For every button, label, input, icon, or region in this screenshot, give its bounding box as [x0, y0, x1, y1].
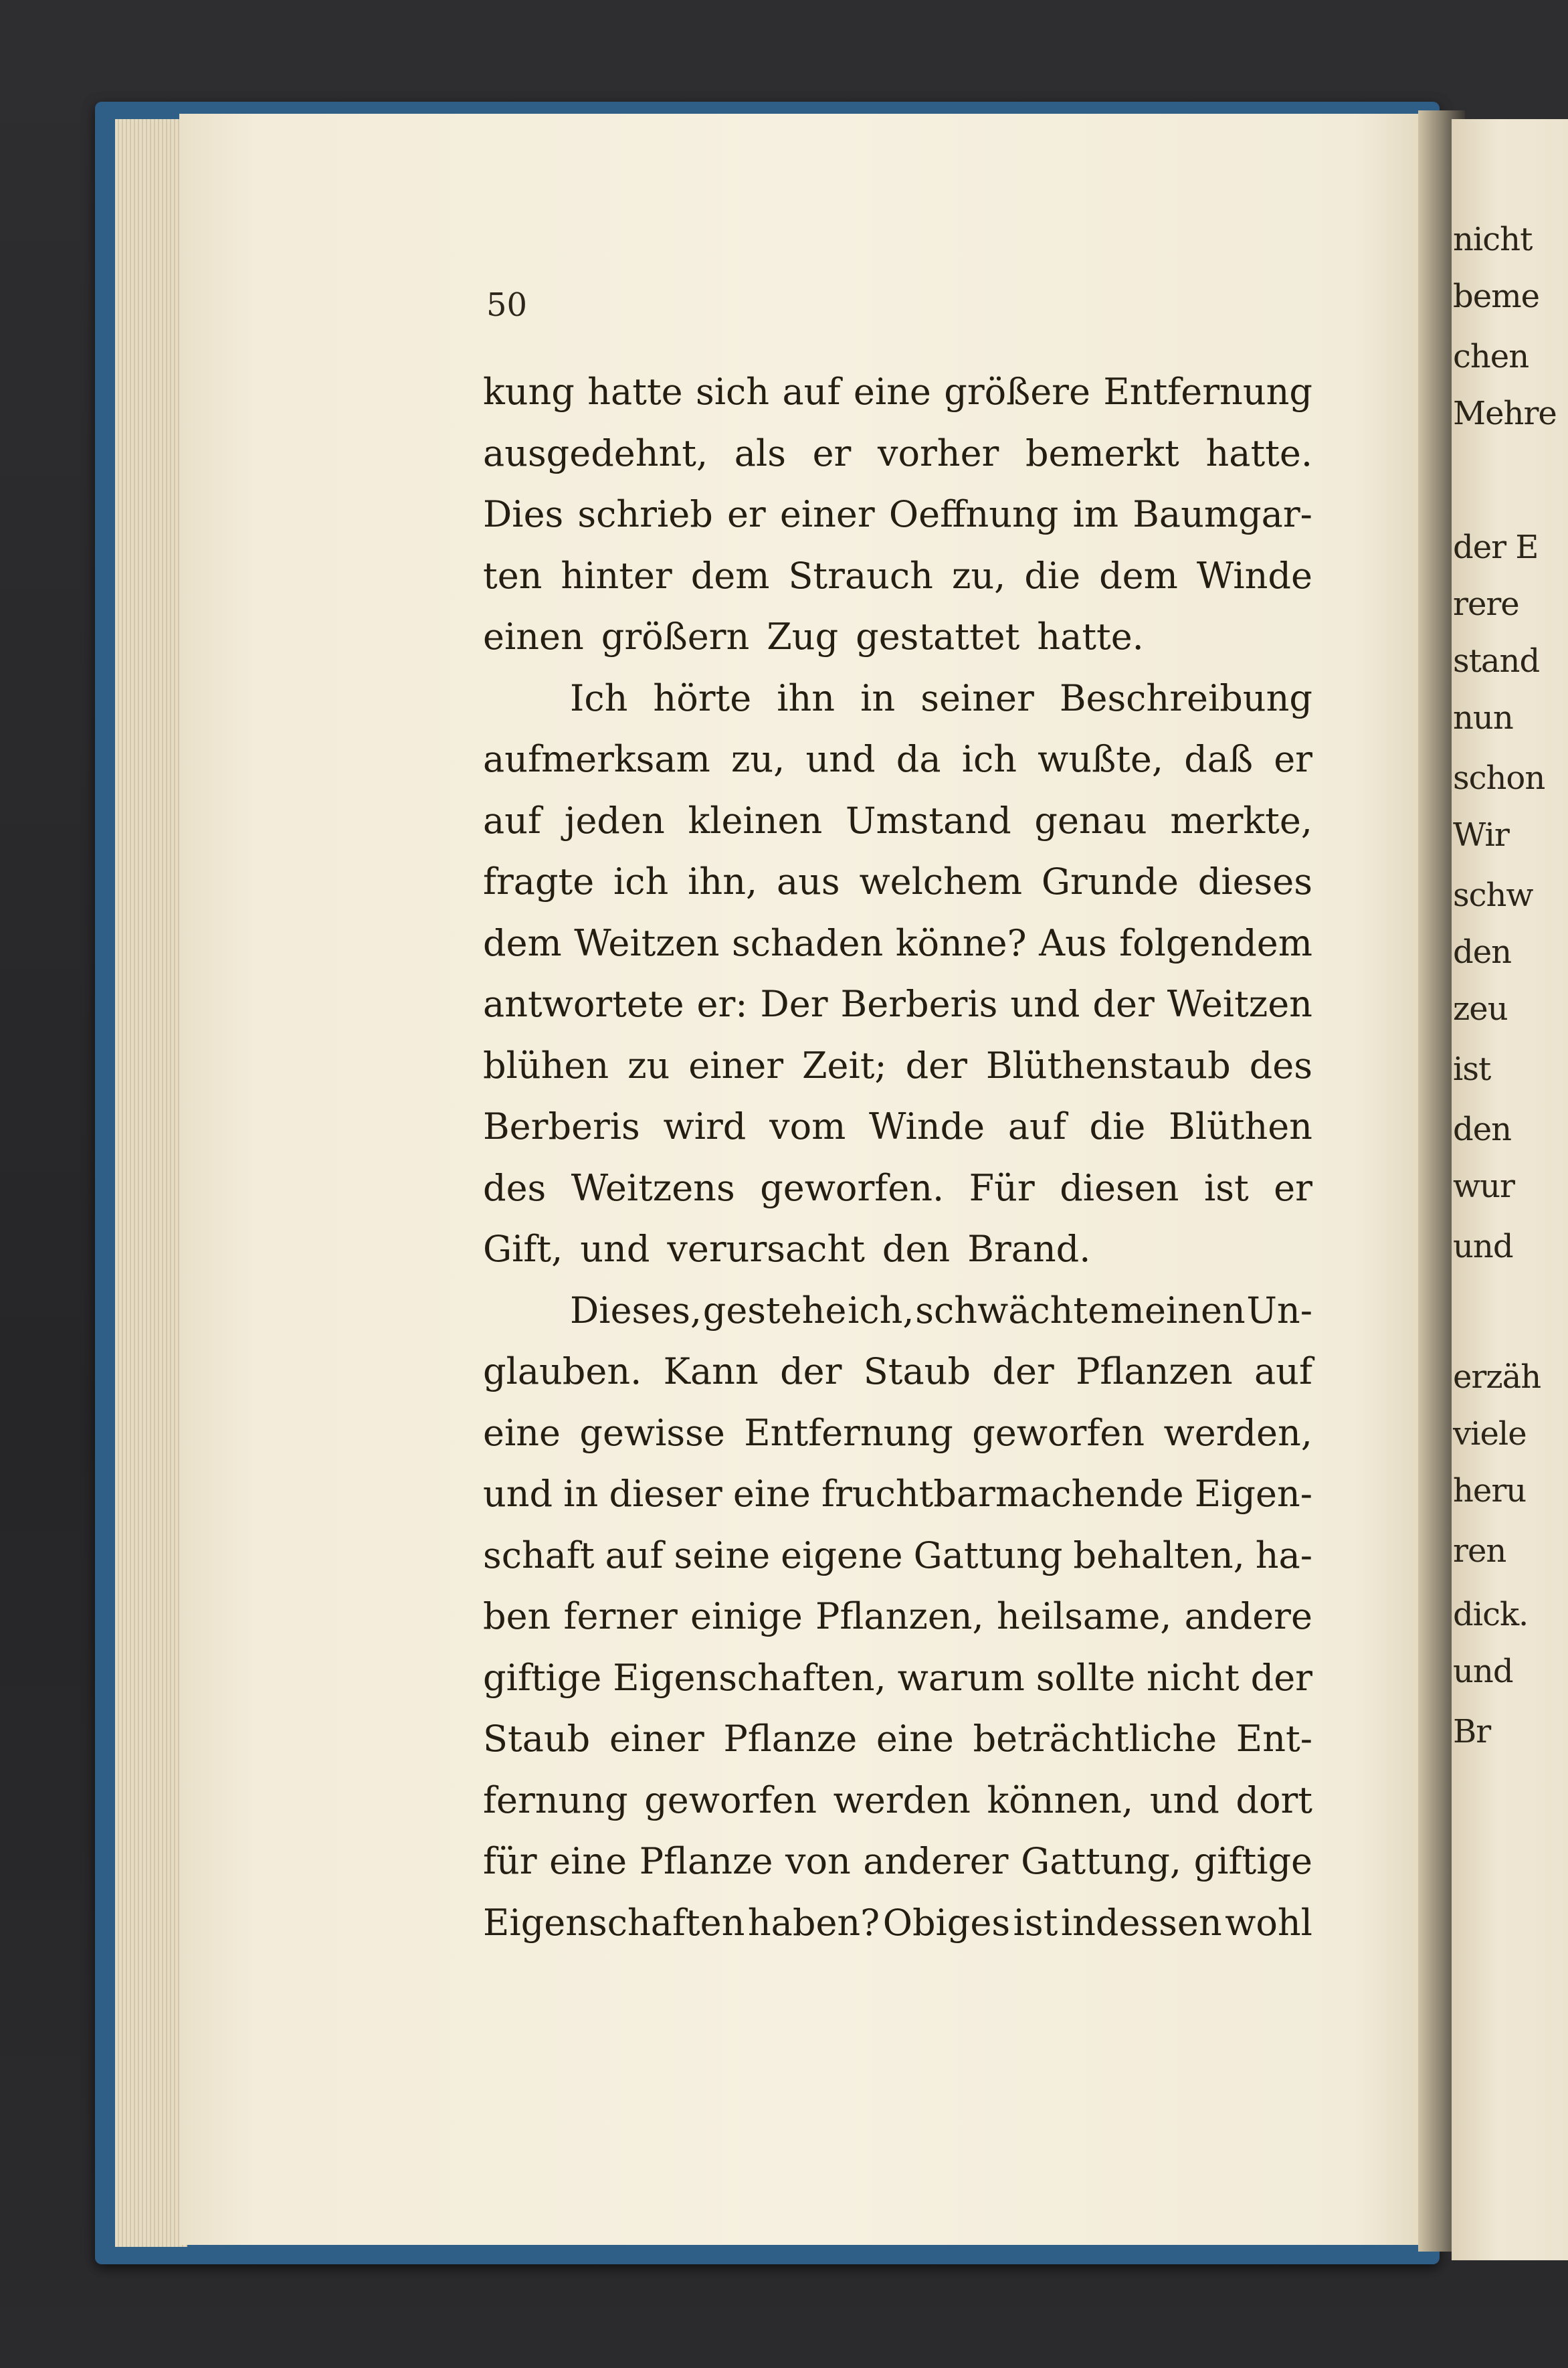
facing-page-fragment: und [1453, 1653, 1513, 1690]
facing-page-fragment: beme [1453, 278, 1540, 315]
text-line: schaft auf seine eigene Gattung behalten, ha- [483, 1534, 1312, 1576]
facing-page-fragment: heru [1453, 1472, 1527, 1510]
facing-page-fragment: schon [1453, 759, 1545, 797]
facing-page-fragment: Br [1453, 1713, 1491, 1750]
facing-page-fragment: nun [1453, 699, 1513, 737]
text-line: kung hatte sich auf eine größere Entfernung [483, 371, 1312, 413]
text-line: Ich hörte ihn in seiner Beschreibung [570, 676, 1312, 719]
facing-page-fragment: dick. [1453, 1596, 1529, 1633]
facing-page-fragment: Wir [1453, 816, 1509, 854]
text-line: antwortete er: Der Berberis und der Weitzen [483, 983, 1312, 1025]
text-line: Gift, und verursacht den Brand. [483, 1228, 1091, 1270]
facing-page-fragment: ren [1453, 1532, 1506, 1570]
text-line: ben ferner einige Pflanzen, heilsame, andere [483, 1595, 1312, 1637]
page-edges [115, 119, 187, 2247]
text-line: ten hinter dem Strauch zu, die dem Winde [483, 554, 1312, 597]
text-line: des Weitzens geworfen. Für diesen ist er [483, 1166, 1312, 1209]
facing-page-fragment: nicht [1453, 221, 1533, 258]
text-line: Eigenschaften haben? Obiges ist indessen wohl [483, 1901, 1312, 1944]
facing-page [1452, 119, 1568, 2260]
text-line: blühen zu einer Zeit; der Blüthenstaub des [483, 1044, 1312, 1087]
facing-page-fragment: wur [1453, 1168, 1514, 1205]
facing-page-fragment: der E [1453, 529, 1539, 566]
text-line: und in dieser eine fruchtbarmachende Eigen- [483, 1473, 1312, 1515]
text-line: giftige Eigenschaften, warum sollte nicht der [483, 1656, 1312, 1699]
text-line: fernung geworfen werden können, und dort [483, 1779, 1312, 1821]
text-line: aufmerksam zu, und da ich wußte, daß er [483, 738, 1312, 780]
facing-page-fragment: den [1453, 1111, 1512, 1148]
facing-page-fragment: viele [1453, 1415, 1527, 1453]
text-line: eine gewisse Entfernung geworfen werden, [483, 1411, 1312, 1454]
text-line: ausgedehnt, als er vorher bemerkt hatte. [483, 432, 1312, 474]
text-line: auf jeden kleinen Umstand genau merkte, [483, 799, 1312, 842]
text-line: einen größern Zug gestattet hatte. [483, 616, 1144, 658]
facing-page-fragment: ist [1453, 1051, 1491, 1088]
text-line: dem Weitzen schaden könne? Aus folgendem [483, 921, 1312, 964]
text-line: Dies schrieb er einer Oeffnung im Baumgar- [483, 493, 1312, 535]
facing-page-fragment: erzäh [1453, 1358, 1541, 1396]
text-line: glauben. Kann der Staub der Pflanzen auf [483, 1350, 1312, 1392]
page-number: 50 [486, 286, 528, 324]
text-line: Dieses, gestehe ich, schwächte meinen Un- [570, 1289, 1312, 1332]
text-line: Berberis wird vom Winde auf die Blüthen [483, 1105, 1312, 1148]
facing-page-fragment: Mehre [1453, 395, 1557, 432]
facing-page-fragment: und [1453, 1228, 1513, 1265]
facing-page-fragment: zeu [1453, 990, 1508, 1028]
facing-page-fragment: rere [1453, 585, 1519, 623]
body-text [483, 361, 1312, 1953]
facing-page-fragment: chen [1453, 338, 1529, 375]
text-line: für eine Pflanze von anderer Gattung, giftige [483, 1840, 1312, 1882]
facing-page-fragment: stand [1453, 642, 1540, 680]
text-line: Staub einer Pflanze eine beträchtliche Ent- [483, 1718, 1312, 1760]
text-line: fragte ich ihn, aus welchem Grunde dieses [483, 860, 1312, 903]
facing-page-fragment: den [1453, 933, 1512, 971]
facing-page-fragment: schw [1453, 877, 1533, 914]
